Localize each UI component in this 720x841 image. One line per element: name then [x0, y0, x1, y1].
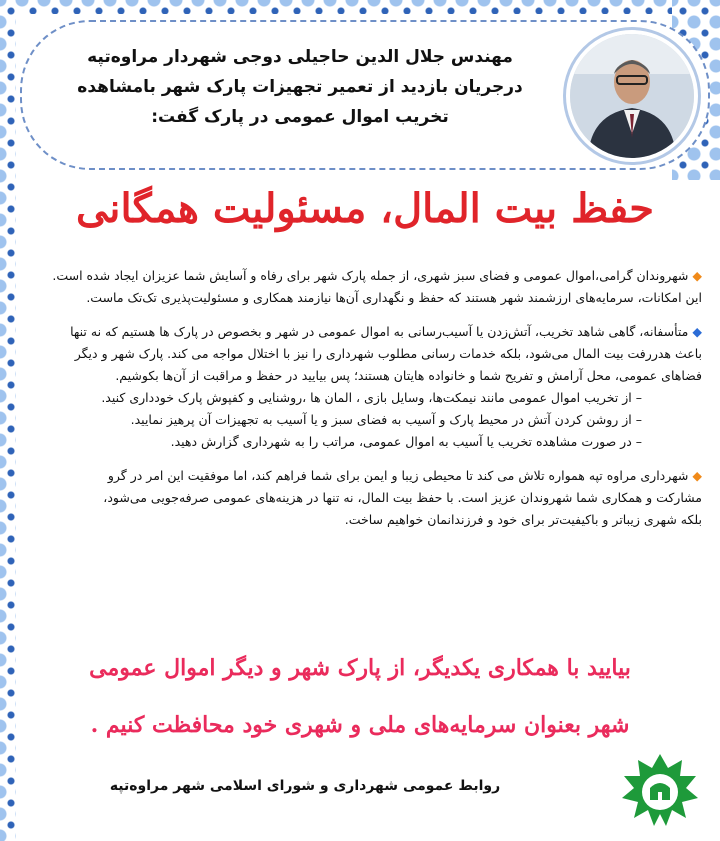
paragraph-2-line-2: باعث هدررفت بیت المال می‌شود، بلکه خدمات رسانی مطلوب شهرداری را نیز با اختلال مواجه می کند. پارک شهر و دیگر [74, 346, 702, 361]
dash-item-3: – در صورت مشاهده تخریب یا آسیب به اموال عمومی، مراتب را به شهرداری گزارش دهید. [170, 434, 642, 449]
header-line-3: تخریب اموال عمومی در پارک گفت: [151, 107, 449, 127]
dash-item-1: – از تخریب اموال عمومی مانند نیمکت‌ها، وسایل بازی ، المان ها ،روشنایی و کفپوش پارک خودداری کنید. [101, 390, 642, 405]
footer-credit: روابط عمومی شهرداری و شورای اسلامی شهر مراوه‌تپه [109, 778, 501, 794]
paragraph-2-line-3: فضاهای عمومی، محل آرامش و تفریح شما و خانواده هایتان هستند؛ پس بیایید در حفظ و مراقبت از آن‌ها بکوشیم. [115, 368, 702, 383]
paragraph-3-line-1: شهرداری مراوه تپه همواره تلاش می کند تا محیطی زیبا و ایمن برای شما فراهم کند، اما موفقیت این امر در گرو [107, 468, 689, 483]
main-title: حفظ بیت المال، مسئولیت همگانی [75, 185, 655, 232]
paragraph-1-line-2: این امکانات، سرمایه‌های ارزشمند شهر هستند که حفظ و نگهداری آن‌ها نیازمند همکاری و مسئولیت‌پذیری تک‌تک ماست. [86, 290, 702, 305]
orange-diamond-icon: ◆ [692, 268, 702, 283]
paragraph-3-line-3: بلکه شهری زیباتر و باکیفیت‌تر برای خود و فرزندانمان خواهیم ساخت. [344, 512, 702, 527]
pattern-border-top [0, 0, 720, 14]
paragraph-2-line-1: متأسفانه، گاهی شاهد تخریب، آتش‌زدن یا آسیب‌رسانی به اموال عمومی در شهر و بخصوص در پارک ها هستیم که نه تنها [70, 324, 689, 339]
blue-diamond-icon: ◆ [692, 324, 702, 339]
paragraph-3-line-2: مشارکت و همکاری شما شهروندان عزیز است. با حفظ بیت المال، نه تنها در هزینه‌های عمومی صرفه‌جویی می‌شود، [103, 490, 702, 505]
paragraph-1-line-1: شهروندان گرامی،اموال عمومی و فضای سبز شهری، از جمله پارک شهر برای رفاه و آسایش شما عزیزان ایجاد شده است. [52, 268, 689, 283]
orange-diamond-icon: ◆ [692, 468, 702, 483]
slogan-line-2: شهر بعنوان سرمایه‌های ملی و شهری خود محافظت کنیم . [90, 712, 630, 738]
dash-item-2: – از روشن کردن آتش در محیط پارک و آسیب به فضای سبز و یا آسیب به تجهیزات آن پرهیز نمایید. [130, 412, 642, 427]
municipality-logo-icon [620, 752, 700, 832]
paragraph-3 [22, 465, 702, 531]
body-text [22, 265, 702, 543]
header-line-1: مهندس جلال الدین حاجیلی دوجی شهردار مراوه‌تپه [87, 47, 513, 67]
pattern-border-left [0, 0, 16, 841]
slogan-line-1: بیایید با همکاری یکدیگر، از پارک شهر و دیگر اموال عمومی [89, 655, 631, 681]
header-text [40, 42, 560, 132]
mayor-photo [566, 30, 698, 162]
header-line-2: درجریان بازدید از تعمیر تجهیزات پارک شهر بامشاهده [77, 77, 523, 97]
paragraph-1 [22, 265, 702, 309]
paragraph-2 [22, 321, 702, 453]
